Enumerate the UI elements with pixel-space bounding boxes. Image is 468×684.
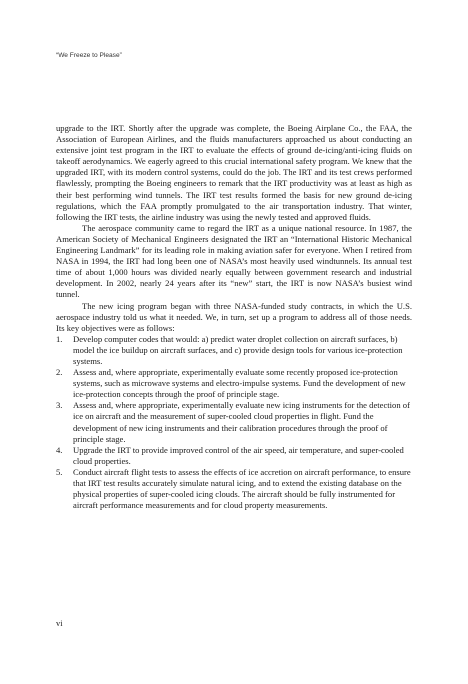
list-item-number: 3. [56, 400, 63, 411]
list-item [56, 400, 412, 444]
list-item-text: Develop computer codes that would: a) predict water droplet collection on aircraft surfaces, b) model the ice buildup on aircraft surfaces, and c) provide design tools for various ice-protection systems. [73, 333, 403, 366]
list-item [56, 334, 412, 367]
list-item [56, 467, 412, 511]
list-item-text: Assess and, where appropriate, experimentally evaluate some recently proposed ice-protection systems, such as microwave systems and electro-impulse systems. Fund the development of new ice-protection concepts through the proof of principle stage. [73, 367, 406, 400]
page-number: vi [56, 619, 63, 628]
list-item-number: 4. [56, 444, 63, 455]
paragraph-icing-program: The new icing program began with three NASA-funded study contracts, in which the U.S. aerospace industry told us what it needed. We, in turn, set up a program to address all of those needs. Its key objectives were as follows: [56, 300, 412, 333]
list-item-number: 1. [56, 333, 63, 344]
paragraph-national-resource: The aerospace community came to regard the IRT as a unique national resource. In 1987, the American Society of Mechanical Engineers designated the IRT an “International Historic Mechanical Engineering Landmark” for its leading role in making aviation safer for everyone. When I retired from NASA in 1994, the IRT had long been one of NASA’s most heavily used windtunnels. Its annual test time of about 1,000 hours was divided nearly equally between government research and industrial development. In 2002, nearly 24 years after its “new” start, the IRT is now NASA’s busiest wind tunnel. [56, 222, 412, 300]
list-item-number: 5. [56, 466, 63, 477]
list-item-number: 2. [56, 367, 63, 378]
list-item-text: Conduct aircraft flight tests to assess the effects of ice accretion on aircraft performance, to ensure that IRT test results accurately simulate natural icing, and to extend the existing database on the physical properties of super-cooled icing clouds. The aircraft should be fully instrumented for aircraft performance measurements and for cloud property measurements. [73, 466, 411, 511]
list-item-text: Assess and, where appropriate, experimentally evaluate new icing instruments for the detection of ice on aircraft and the measurement of super-cooled cloud properties in flight. Fund the development of new icing instruments and their calibration procedures through the proof of principle stage. [73, 400, 410, 444]
objectives-list [56, 334, 412, 512]
running-header: “We Freeze to Please” [56, 52, 122, 59]
paragraph-continuation: upgrade to the IRT. Shortly after the upgrade was complete, the Boeing Airplane Co., the FAA, the Association of European Airlines, and the fluids manufacturers approached us about conducting an extensive joint test program in the IRT to evaluate the effects of ground de-icing/anti-icing fluids on takeoff aerodynamics. We eagerly agreed to this crucial international safety program. We knew that the upgraded IRT, with its modern control systems, could do the job. The IRT and its test crews performed flawlessly, prompting the Boeing engineers to remark that the IRT productivity was at least as high as their best performing wind tunnels. The IRT test results formed the basis for new ground de-icing regulations, which the FAA promptly promulgated to the air transportation industry. That winter, following the IRT tests, the airline industry was using the newly tested and approved fluids. [56, 123, 412, 222]
list-item [56, 445, 412, 467]
list-item-text: Upgrade the IRT to provide improved control of the air speed, air temperature, and super-cooled cloud properties. [73, 444, 404, 466]
list-item [56, 367, 412, 400]
body-text [56, 123, 412, 511]
